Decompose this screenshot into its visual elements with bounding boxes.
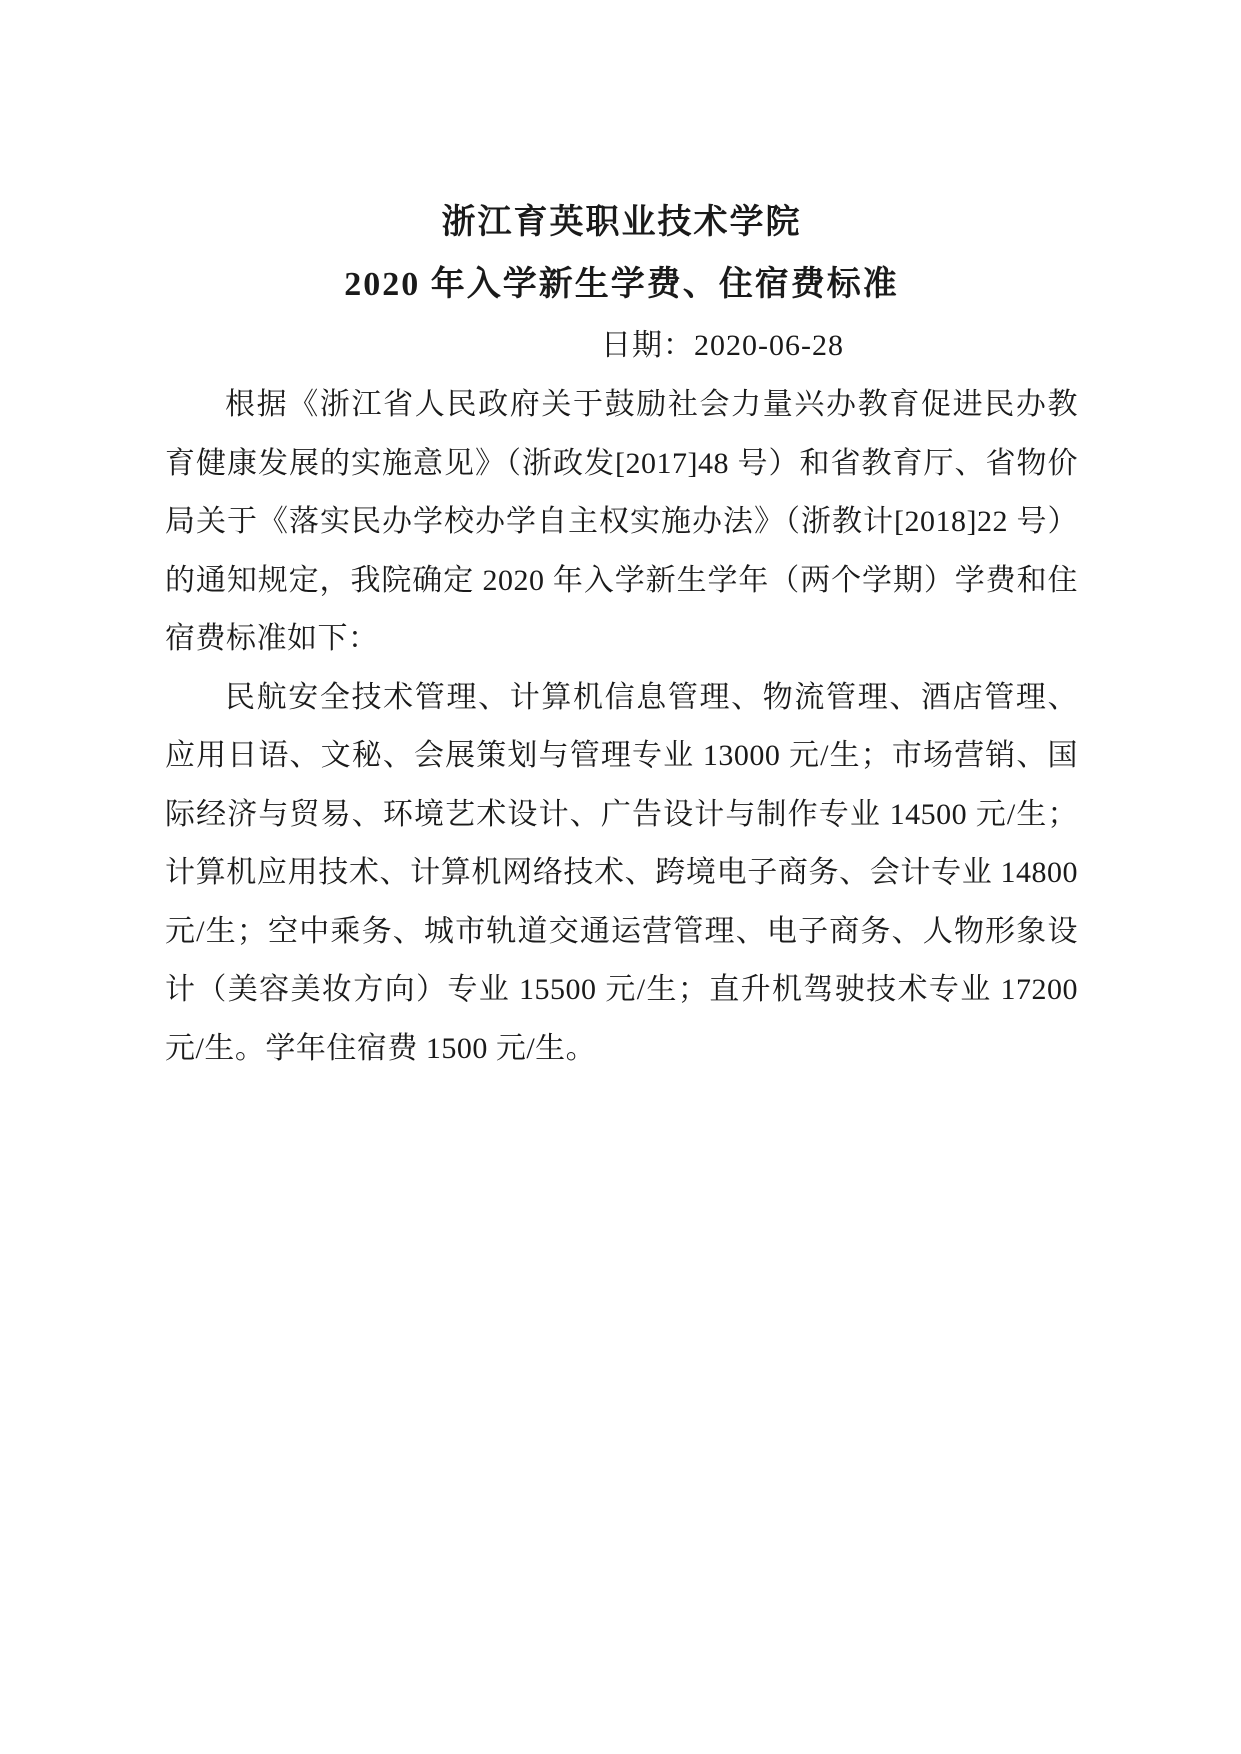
document-title-subject: 2020 年入学新生学费、住宿费标准 xyxy=(344,266,899,303)
paragraph-basis: 根据《浙江省人民政府关于鼓励社会力量兴办教育促进民办教育健康发展的实施意见》（浙政发[2017]48 号）和省教育厅、省物价局关于《落实民办学校办学自主权实施办法》（浙教计[2018]22 号）的通知规定，我院确定 2020 年入学新生学年（两个学期）学费和住宿费标准如下： xyxy=(165,388,1078,655)
paragraph-fee-standards: 民航安全技术管理、计算机信息管理、物流管理、酒店管理、应用日语、文秘、会展策划与管理专业 13000 元/生；市场营销、国际经济与贸易、环境艺术设计、广告设计与制作专业 14500 元/生；计算机应用技术、计算机网络技术、跨境电子商务、会计专业 14800 元/生；空中乘务、城市轨道交通运营管理、电子商务、人物形象设计（美容美妆方向）专业 15500 元/生；直升机驾驶技术专业 17200 元/生。学年住宿费 1500 元/生。 xyxy=(165,680,1078,1065)
document-date: 日期：2020-06-28 xyxy=(601,329,844,362)
document-title-institution: 浙江育英职业技术学院 xyxy=(441,204,802,241)
